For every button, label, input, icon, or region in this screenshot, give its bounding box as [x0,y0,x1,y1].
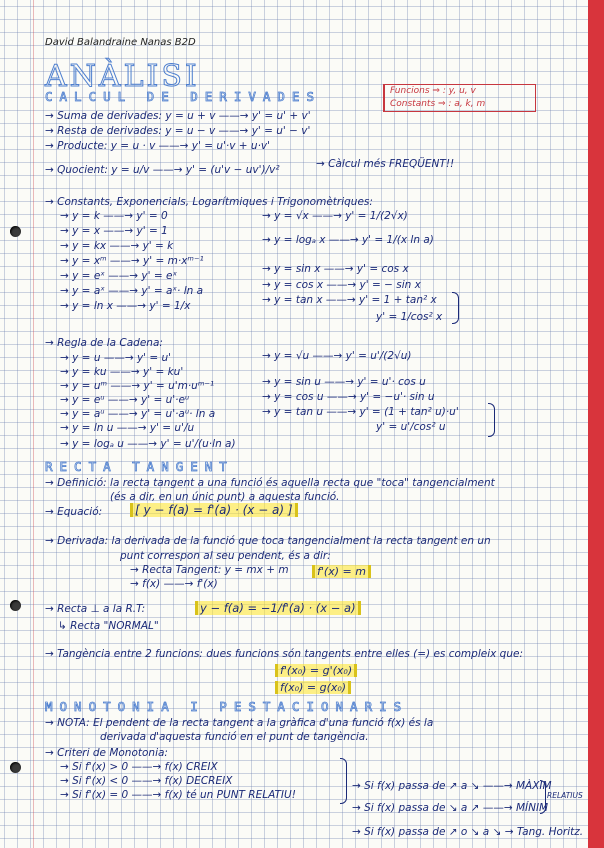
margin-line [33,0,34,848]
basic-right-0: → y = √x ——→ y' = 1/(2√x) [262,210,408,222]
chain-left-0: → y = u ——→ y' = u' [60,352,172,364]
basic-left-4: → y = eˣ ——→ y' = eˣ [60,270,178,282]
criteri-2: → Si f'(x) < 0 ——→ f(x) DECREIX [60,775,233,787]
legend-line-2: Constants ⇒ : a, k, m [390,99,486,109]
perp-sub: ↳ Recta "NORMAL" [58,620,159,632]
chain-right-2: → y = cos u ——→ y' = −u'· sin u [262,391,435,403]
criteri-1: → Si f'(x) > 0 ——→ f(x) CREIX [60,761,218,773]
basic-right-4: → y = tan x ——→ y' = 1 + tan² x [262,294,437,306]
page-title: ANÀLISI [45,59,200,94]
monotonia-nota: → NOTA: El pendent de la recta tangent a la gràfica d'una funció f(x) és la [45,717,434,729]
chain-left-1: → y = ku ——→ y' = ku' [60,366,184,378]
derivada-box-highlight: f'(x) = m [312,565,371,578]
chain-right-0: → y = √u ——→ y' = u'/(2√u) [262,350,412,362]
tan-u-bracket [488,403,495,437]
criteri-monotonia: → Criteri de Monotonia: [45,747,168,759]
criteri-bracket [340,758,347,804]
basic-left-0: → y = k ——→ y' = 0 [60,210,168,222]
basic-right-3: → y = cos x ——→ y' = − sin x [262,279,421,291]
relatiu-minim: → Si f(x) passa de ↘ a ↗ ——→ MÍNIM [352,802,549,814]
perp-formula [195,600,361,616]
section-calcul-derivades: CALCUL DE DERIVADES [45,89,321,104]
basic-right-1: → y = logₐ x ——→ y' = 1/(x ln a) [262,234,434,246]
basic-heading: → Constants, Exponencials, Logarítmiques i Trigonomètriques: [45,196,373,208]
equacio-highlight: [ y − f(a) = f'(a) · (x − a) ] [130,503,298,517]
basic-left-2: → y = kx ——→ y' = k [60,240,174,252]
basic-right-2: → y = sin x ——→ y' = cos x [262,263,409,275]
chain-right-1: → y = sin u ——→ y' = u'· cos u [262,376,426,388]
punch-hole [10,226,21,237]
legend-line-1: Funcions ⇒ : y, u, v [390,86,476,96]
recta-derivada-2: punt correspon al seu pendent, és a dir: [120,550,331,562]
tang-1-highlight: f'(x₀) = g'(x₀) [275,664,357,677]
chain-heading: → Regla de la Cadena: [45,337,163,349]
basic-left-6: → y = ln x ——→ y' = 1/x [60,300,191,312]
recta-derivada-3: → Recta Tangent: y = mx + m [130,564,289,576]
section-monotonia: MONOTONIA I PESTACIONARIS [45,699,409,714]
rule-suma: → Suma de derivades: y = u + v ——→ y' = u' + v' [45,110,311,122]
basic-left-3: → y = xᵐ ——→ y' = m·xᵐ⁻¹ [60,255,204,267]
criteri-3: → Si f'(x) = 0 ——→ f(x) té un PUNT RELATIU! [60,789,296,801]
chain-left-3: → y = eᵘ ——→ y' = u'·eᵘ [60,394,190,406]
perp-label: → Recta ⊥ a la R.T: [45,603,146,615]
tan-bracket [452,292,459,324]
rule-producte: → Producte: y = u · v ——→ y' = u'·v + u·v' [45,140,271,152]
equacio-label: → Equació: [45,506,103,518]
chain-left-4: → y = aᵘ ——→ y' = u'·aᵘ· ln a [60,408,216,420]
chain-left-5: → y = ln u ——→ y' = u'/u [60,422,195,434]
basic-right-5: y' = 1/cos² x [376,311,443,323]
rule-resta: → Resta de derivades: y = u − v ——→ y' = u' − v' [45,125,311,137]
chain-right-4: y' = u'/cos² u [376,421,446,433]
chain-left-6: → y = logₐ u ——→ y' = u'/(u·ln a) [60,438,236,450]
recta-derivada: → Derivada: la derivada de la funció que toca tangencialment la recta tangent en un [45,535,491,547]
recta-definicio-2: (és a dir, en un únic punt) a aquesta funció. [110,491,340,503]
relatius-label: RELATIUS [547,791,583,800]
equacio-formula [130,502,298,518]
punch-hole [10,762,21,773]
rule-quocient: → Quocient: y = u/v ——→ y' = (u'v − uv')/v² [45,164,280,176]
punch-hole [10,600,21,611]
tang-2 [275,680,351,695]
red-edge [588,0,604,848]
chain-right-3: → y = tan u ——→ y' = (1 + tan² u)·u' [262,406,459,418]
quocient-note: → Càlcul més FREQÜENT!! [316,158,455,170]
derivada-box [312,565,371,579]
relatiu-maxim: → Si f(x) passa de ↗ a ↘ ——→ MÀXIM [352,780,552,792]
tangencia: → Tangència entre 2 funcions: dues funcions són tangents entre elles (=) es compleix que: [45,648,523,660]
section-recta-tangent: RECTA TANGENT [45,459,234,474]
recta-definicio: → Definició: la recta tangent a una funció és aquella recta que "toca" tangencialment [45,477,495,489]
basic-left-5: → y = aˣ ——→ y' = aˣ· ln a [60,285,204,297]
tang-2-highlight: f(x₀) = g(x₀) [275,681,351,694]
relatiu-tang-horitz: → Si f(x) passa de ↗ o ↘ a ↘ → Tang. Horitz. [352,826,584,838]
basic-left-1: → y = x ——→ y' = 1 [60,225,168,237]
tang-1 [275,663,357,678]
monotonia-nota-2: derivada d'aquesta funció en el punt de tangència. [100,731,369,743]
chain-left-2: → y = uᵐ ——→ y' = u'm·uᵐ⁻¹ [60,380,215,392]
relatius-bracket [540,780,546,814]
student-name: David Balandraine Nanas B2D [45,37,196,48]
perp-highlight: y − f(a) = −1/f'(a) · (x − a) [195,601,361,615]
recta-derivada-4: → f(x) ——→ f'(x) [130,578,218,590]
